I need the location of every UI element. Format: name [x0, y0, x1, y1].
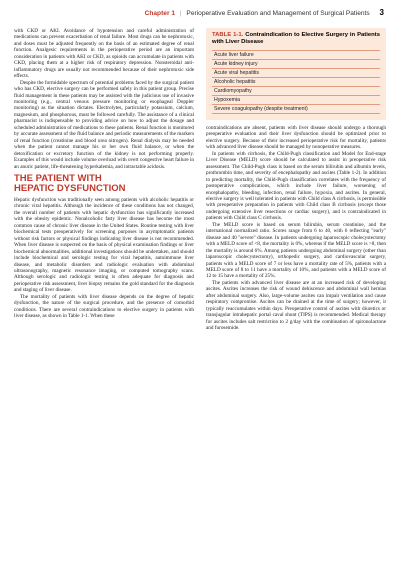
header-title: Perioperative Evaluation and Management of Surgical Patients [186, 10, 370, 17]
chapter-label: Chapter 1 [144, 10, 176, 17]
paragraph: Despite the formidable spectrum of potential problems faced by the surgical patient who has CKD, elective surgery can be performed safely in this patient group. Precise fluid management in these patients may be assisted with the judicious use of invasive monitoring (e.g., central venous pressure monitoring or esophageal Doppler monitoring) as the situation dictates. Electrolytes, particularly potassium, calcium, magnesium, and phosphorous, must be followed carefully. The assistance of a clinical pharmacist is indispensable to providing advice on how to adjust the dosage and scheduled administration of medications to these patients. Renal function is monitored by accurate assessment of the fluid balance and periodic measurements of the markers of renal function (creatinine and blood urea nitrogen). Renal dialysis may be needed when the patient cannot manage his or her own fluid balance, or when the detoxification or excretory function of the kidney is not performing properly. Examples of this would include volume overload with overt congestive heart failure in an anuric patient, life-threatening hyperkalemia, and intractable acidosis. [14, 79, 194, 170]
running-header [0, 5, 400, 21]
table-row: Acute kidney injury [212, 59, 380, 68]
paragraph: The patients with advanced liver disease are at an increased risk of developing ascites. Ascites increases the risk of wound dehiscence and abdominal wall hernias after abdominal surgery. Also, large-volume ascites can impair ventilation and cause respiratory compromise. Ascites can be drained at the time of surgery; however, it typically reaccumulates within days. Preoperative control of ascites with diuretics or transjugular intrahepatic portal caval shunt (TIPS) is recommended. Medical therapy for ascites includes salt restriction to 2 g/day with the combination of spironolactone and furosemide. [206, 279, 386, 332]
section-heading [14, 174, 194, 194]
table-row: Cardiomyopathy [212, 86, 380, 95]
table-number: TABLE 1-1. [212, 32, 244, 38]
table-caption: Contraindication to Elective Surgery in Patients with Liver Disease [212, 32, 381, 45]
paragraph: The MELD score is based on serum bilirubin, serum creatinine, and the international normalized ratio. Scores range from 6 to 40, with 6 reflecting "early" disease and 40 "severe" disease. In patients undergoing laparoscopic cholecystectomy with a MELD score of <8, the mortality is 0%, whereas if the MELD score is >8, then the mortality is around 6%. Among patients undergoing abdominal surgery (other than laparoscopic cholecystectomy), orthopedic surgery, and cardiovascular surgery, patients with a MELD score of 7 or less have a mortality rate of 5%, patients with a MELD score of 8 to 11 have a mortality of 10%, and patients with a MELD score of 12 to 15 have a mortality of 25%. [206, 221, 386, 280]
page-number: 3 [379, 8, 384, 17]
left-column [14, 28, 194, 320]
table-row: Acute viral hepatitis [212, 68, 380, 77]
table-title [212, 32, 380, 46]
paragraph: The mortality of patients with liver disease depends on the degree of hepatic dysfunction, the nature of the surgical procedure, and the presence of comorbid conditions. There are several contraindications to elective surgery in patients with liver disease, as shown in Table 1-1. When these [14, 293, 194, 320]
right-column [206, 28, 386, 332]
table-row: Alcoholic hepatitis [212, 77, 380, 86]
table-row: Severe coagulopathy (despite treatment) [212, 104, 380, 114]
section-heading-line: THE PATIENT WITH [14, 172, 102, 184]
paragraph: with CKD or AKI. Avoidance of hypotension and careful administration of medications can prevent exacerbation of renal failure. Most drugs can be nephrotoxic, and doses must be adjusted frequently on the basis of an estimated degree of renal function. Analgesic requirements in the perioperative period are an important consideration in patients with AKI or CKD, as opioids can accumulate in patients with CKD, placing them at a higher risk of respiratory depression. Nonsteroidal anti-inflammatory drugs are usually not recommended because of their nephrotoxic side effects. [14, 28, 194, 80]
paragraph: contraindications are absent, patients with liver disease should undergo a thorough preoperative evaluation and their liver dysfunction should be optimized prior to elective surgery. Because of their increased perioperative risk for mortality, patients with advanced liver disease should be managed by nonoperative measures. [206, 125, 386, 151]
paragraph: Hepatic dysfunction was traditionally seen among patients with alcoholic hepatitis or chronic viral hepatitis. Although the incidence of these conditions has not changed, the overall number of patients with hepatic dysfunction has significantly increased with the obesity epidemic. Nonalcoholic fatty liver disease has become the most common cause of chronic liver disease in the United States. Routine testing with liver biochemical tests preoperatively for screening purposes in asymptomatic patients without risk factors or physical findings indicating liver disease is not recommended. When liver disease is suspected on the basis of physical examination findings or liver biochemical abnormalities, additional investigations should be undertaken, and should include biochemical and serologic testing for viral hepatitis, autoimmune liver disease, and metabolic disorders and radiologic evaluation with abdominal ultrasonography, magnetic resonance imaging, or computed tomography scans. Although serologic and radiologic testing is often adequate for diagnosis and perioperative risk assessment, liver biopsy remains the gold standard for the diagnosis and staging of liver disease. [14, 196, 194, 294]
table-row: Acute liver failure [212, 50, 380, 59]
header-separator: | [179, 10, 182, 17]
section-heading-line: HEPATIC DYSFUNCTION [14, 182, 126, 194]
paragraph: In patients with cirrhosis, the Child-Pugh classification and Model for End-stage Liver Disease (MELD) score should be calculated to assist in preoperative risk assessment. The Child-Pugh class is based on the serum bilirubin and albumin levels, prothrombin time, and severity of encephalopathy and ascites (Table 1-2). In addition to predicting mortality, the Child-Pugh classification correlates with the frequency of postoperative complications, which include liver failure, worsening of encephalopathy, bleeding, infection, renal failure, hypoxia, and ascites. In general, elective surgery is well tolerated in patients with Child class A cirrhosis, is permissible with preoperative preparation in patients with Child class B cirrhosis (except those undergoing extensive liver resections or cardiac surgery), and is contraindicated in patients with Child class C cirrhosis. [206, 150, 386, 222]
table-row: Hypoxemia [212, 95, 380, 104]
table-box [206, 28, 386, 120]
